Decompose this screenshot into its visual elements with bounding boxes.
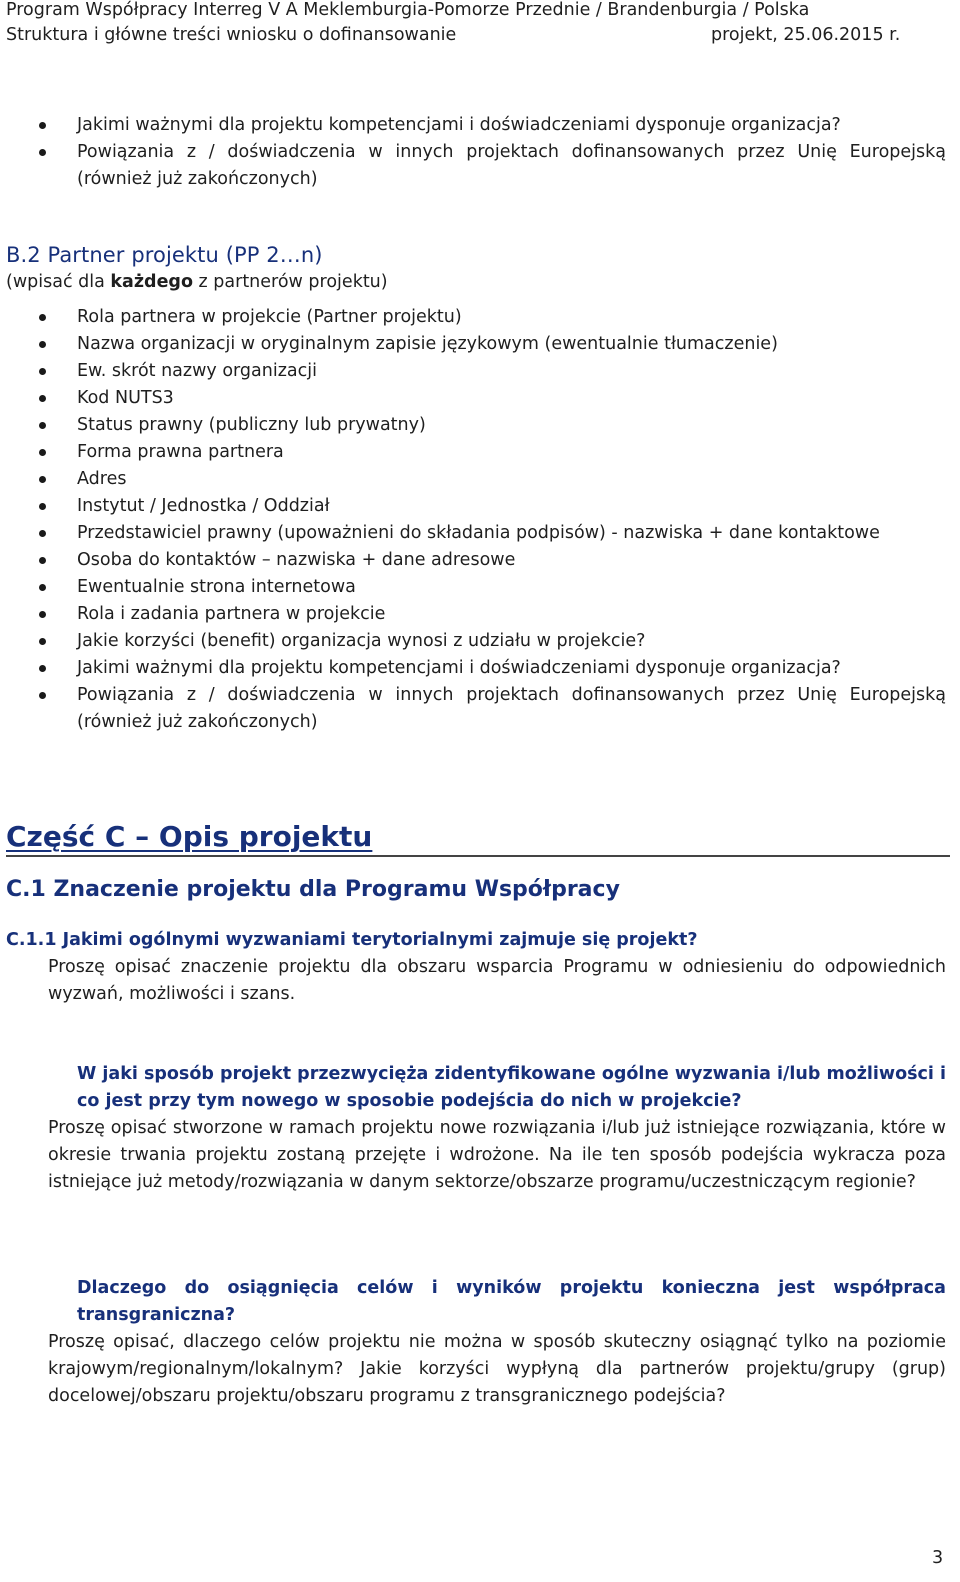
section-c12-heading [6, 1061, 946, 1115]
subtitle-emphasis: każdego [110, 272, 193, 292]
list-item: Adres [6, 466, 946, 493]
list-item: Nazwa organizacji w oryginalnym zapisie językowym (ewentualnie tłumaczenie) [6, 331, 946, 358]
section-c1-heading: C.1 Znaczenie projektu dla Programu Współpracy [6, 877, 620, 902]
partner-fields-list [6, 304, 946, 736]
part-c-divider [6, 855, 950, 857]
section-number [6, 1275, 77, 1302]
subtitle-text: z partnerów projektu) [192, 272, 388, 292]
list-item: Ewentualnie strona internetowa [6, 574, 946, 601]
header-document-title: Struktura i główne treści wniosku o dofinansowanie [6, 25, 457, 45]
list-item: Osoba do kontaktów – nazwiska + dane adresowe [6, 547, 946, 574]
section-c13-body: Proszę opisać, dlaczego celów projektu nie można w sposób skuteczny osiągnąć tylko na poziomie krajowym/regionalnym/lokalnym? Jakie korzyści wypłyną dla partnerów projektu/grupy (grup) docelowej/obszaru projektu/obszaru programu z transgranicznego podejścia? [48, 1332, 946, 1406]
section-title-text: Jakimi ogólnymi wyzwaniami terytorialnymi zajmuje się projekt? [62, 930, 698, 950]
section-title-text: W jaki sposób projekt przezwycięża zidentyfikowane ogólne wyzwania i/lub możliwości i co jest przy tym nowego w sposobie podejścia do nich w projekcie? [77, 1064, 946, 1111]
section-title-text: Dlaczego do osiągnięcia celów i wyników projektu konieczna jest współpraca transgraniczna? [77, 1278, 946, 1325]
subtitle-text: (wpisać dla [6, 272, 111, 292]
list-item: Powiązania z / doświadczenia w innych projektach dofinansowanych przez Unię Europejską (również już zakończonych) [6, 682, 946, 736]
section-c12-body: Proszę opisać stworzone w ramach projektu nowe rozwiązania i/lub już istniejące rozwiązania, które w okresie trwania projektu zostaną przejęte i wdrożone. Na ile ten sposób podejścia wykracza poza istniejące już metody/rozwiązania w danym sektorze/obszarze programu/uczestniczącym regionie? [48, 1118, 946, 1192]
list-item: Ew. skrót nazwy organizacji [6, 358, 946, 385]
page-number: 3 [932, 1548, 944, 1568]
header-program-title: Program Współpracy Interreg V A Meklemburgia-Pomorze Przednie / Brandenburgia / Polska [6, 0, 810, 20]
list-item: Rola partnera w projekcie (Partner projektu) [6, 304, 946, 331]
list-item: Instytut / Jednostka / Oddział [6, 493, 946, 520]
section-c11-body: Proszę opisać znaczenie projektu dla obszaru wsparcia Programu w odniesieniu do odpowiednich wyzwań, możliwości i szans. [48, 957, 946, 1004]
header-version-date: projekt, 25.06.2015 r. [711, 25, 901, 45]
list-item: Jakimi ważnymi dla projektu kompetencjami i doświadczeniami dysponuje organizacja? [6, 655, 946, 682]
list-item: Kod NUTS3 [6, 385, 946, 412]
section-c11-heading [6, 927, 946, 954]
section-b2-subtitle [6, 272, 388, 292]
list-item: Status prawny (publiczny lub prywatny) [6, 412, 946, 439]
top-bullet-list [6, 112, 946, 193]
list-item: Rola i zadania partnera w projekcie [6, 601, 946, 628]
list-item: Powiązania z / doświadczenia w innych projektach dofinansowanych przez Unię Europejską (również już zakończonych) [6, 139, 946, 193]
list-item: Jakimi ważnymi dla projektu kompetencjami i doświadczeniami dysponuje organizacja? [6, 112, 946, 139]
list-item: Jakie korzyści (benefit) organizacja wynosi z udziału w projekcie? [6, 628, 946, 655]
section-number: C.1.1 [6, 930, 57, 950]
section-b2-heading: B.2 Partner projektu (PP 2…n) [6, 243, 323, 267]
section-c13-heading [6, 1275, 946, 1329]
list-item: Przedstawiciel prawny (upoważnieni do składania podpisów) - nazwiska + dane kontaktowe [6, 520, 946, 547]
part-c-heading: Część C – Opis projektu [6, 820, 373, 853]
list-item: Forma prawna partnera [6, 439, 946, 466]
section-number [6, 1061, 77, 1088]
